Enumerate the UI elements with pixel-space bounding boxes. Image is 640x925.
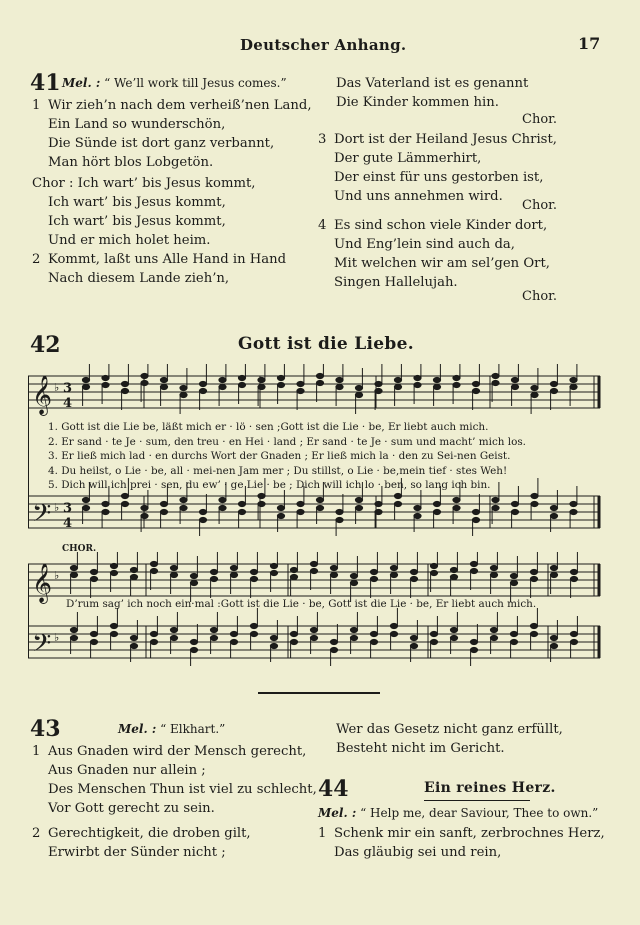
verse-line: Mit welchen wir am sel’gen Ort, xyxy=(334,256,550,271)
flat-icon: ♭ xyxy=(54,631,60,644)
note-head xyxy=(531,392,538,397)
note-head xyxy=(180,497,187,502)
note-head xyxy=(570,576,577,581)
note-head xyxy=(433,509,440,514)
note-head xyxy=(430,631,437,636)
melody-label: Mel. : xyxy=(118,722,157,736)
note-head xyxy=(453,505,460,510)
verse-line: 2 Kommt, laßt uns Alle Hand in Hand xyxy=(32,252,287,267)
note-head xyxy=(230,639,237,644)
note-head xyxy=(511,377,518,382)
note-head xyxy=(550,565,557,570)
note-head xyxy=(433,384,440,389)
note-head xyxy=(330,647,337,652)
verse-line: 1 Wir zieh’n nach dem verheiß’nen Land, xyxy=(32,98,312,113)
verse-line: Besteht nicht im Gericht. xyxy=(336,741,505,756)
note-head xyxy=(238,382,245,387)
note-head xyxy=(355,392,362,397)
note-head xyxy=(355,497,362,502)
note-head xyxy=(316,373,323,378)
hymn-41-verse-3 xyxy=(318,130,557,206)
verse-line: Der gute Lämmerhirt, xyxy=(334,151,482,166)
note-head xyxy=(390,565,397,570)
note-head xyxy=(490,572,497,577)
note-head xyxy=(210,635,217,640)
note-head xyxy=(470,568,477,573)
note-head xyxy=(82,505,89,510)
note-head xyxy=(141,513,148,518)
note-head xyxy=(570,384,577,389)
note-head xyxy=(453,497,460,502)
hymn-42-number: 42 xyxy=(30,332,61,358)
note-head xyxy=(570,377,577,382)
note-head xyxy=(511,384,518,389)
hymn-43-number: 43 xyxy=(30,716,61,742)
note-head xyxy=(160,384,167,389)
note-head xyxy=(121,388,128,393)
note-head xyxy=(433,501,440,506)
chorus-label: Chor : xyxy=(32,176,74,191)
note-head xyxy=(90,631,97,636)
verse-line: Ich wart’ bis Jesus kommt, xyxy=(48,214,226,229)
note-head xyxy=(150,631,157,636)
note-head xyxy=(472,517,479,522)
note-head xyxy=(180,385,187,390)
note-head xyxy=(190,580,197,585)
note-head xyxy=(82,384,89,389)
section-divider xyxy=(258,692,380,694)
note-head xyxy=(570,501,577,506)
time-signature-bottom: 4 xyxy=(63,516,73,531)
lyric-line: 2. Er sand · te Je · sum, den treu · en Hei · land ; Er sand · te Je · sum und macht’ mich los. xyxy=(48,435,526,448)
verse-line: Das Vaterland ist es genannt xyxy=(336,76,529,91)
time-signature-top: 3 xyxy=(63,381,73,396)
note-head xyxy=(550,635,557,640)
note-head xyxy=(410,576,417,581)
note-head xyxy=(310,568,317,573)
verse-line: Und er mich holet heim. xyxy=(48,233,211,248)
note-head xyxy=(160,501,167,506)
verse-line: 3 Dort ist der Heiland Jesus Christ, xyxy=(318,132,557,147)
treble-clef-icon: 𝄞 xyxy=(32,563,53,603)
note-head xyxy=(170,635,177,640)
hymn-41-verse-2 xyxy=(32,250,286,288)
note-head xyxy=(390,631,397,636)
note-head xyxy=(238,501,245,506)
note-head xyxy=(250,576,257,581)
note-head xyxy=(510,573,517,578)
note-head xyxy=(394,377,401,382)
note-head xyxy=(258,384,265,389)
time-signature-top: 3 xyxy=(63,501,73,516)
note-head xyxy=(410,635,417,640)
flat-icon: ♭ xyxy=(54,569,60,582)
chorus-cue: Chor. xyxy=(522,198,558,213)
note-head xyxy=(219,497,226,502)
verse-line: Die Sünde ist dort ganz verbannt, xyxy=(48,136,275,151)
note-head xyxy=(210,627,217,632)
chorus-cue: Chor. xyxy=(522,289,558,304)
note-head xyxy=(350,573,357,578)
verse-line: Wer das Gesetz nicht ganz erfüllt, xyxy=(336,722,563,737)
note-head xyxy=(453,375,460,380)
note-head xyxy=(410,569,417,574)
note-head xyxy=(511,501,518,506)
verse-line: Des Menschen Thun ist viel zu schlecht, xyxy=(48,782,317,797)
note-head xyxy=(316,497,323,502)
note-head xyxy=(472,381,479,386)
note-head xyxy=(150,639,157,644)
hymn-41-melody xyxy=(62,76,287,90)
hymn-44-verse-1 xyxy=(318,824,605,862)
note-head xyxy=(370,576,377,581)
note-head xyxy=(430,639,437,644)
note-head xyxy=(453,382,460,387)
hymn-44-number: 44 xyxy=(318,776,349,802)
note-head xyxy=(102,375,109,380)
note-head xyxy=(238,509,245,514)
note-head xyxy=(270,563,277,568)
bass-clef-icon: 𝄢 xyxy=(32,629,52,664)
note-head xyxy=(160,509,167,514)
verse-line: 1 Aus Gnaden wird der Mensch gerecht, xyxy=(32,744,307,759)
note-head xyxy=(270,570,277,575)
note-head xyxy=(350,635,357,640)
note-head xyxy=(90,576,97,581)
note-head xyxy=(258,377,265,382)
note-head xyxy=(490,565,497,570)
note-head xyxy=(530,631,537,636)
note-head xyxy=(150,568,157,573)
note-head xyxy=(336,377,343,382)
time-signature-bottom: 4 xyxy=(63,396,73,411)
hymn-41-verse-4 xyxy=(318,216,550,292)
note-head xyxy=(316,505,323,510)
verse-line: Man hört blos Lobgetön. xyxy=(48,155,214,170)
note-head xyxy=(492,505,499,510)
note-head xyxy=(492,497,499,502)
hymn-44-melody xyxy=(318,806,598,820)
note-head xyxy=(375,388,382,393)
note-head xyxy=(180,392,187,397)
note-head xyxy=(530,623,537,628)
note-head xyxy=(130,567,137,572)
note-head xyxy=(270,635,277,640)
note-head xyxy=(290,567,297,572)
note-head xyxy=(190,647,197,652)
note-head xyxy=(330,639,337,644)
note-head xyxy=(531,385,538,390)
note-head xyxy=(370,569,377,574)
note-head xyxy=(310,627,317,632)
flat-icon: ♭ xyxy=(54,501,60,514)
note-head xyxy=(390,623,397,628)
melody-label: Mel. : xyxy=(62,76,101,90)
lyric-line: 5. Dich will ich prei · sen, du ew’ · ge Lie · be ; Dich will ich lo · ben, so lang ich bin. xyxy=(48,479,491,492)
verse-line: Und uns annehmen wird. xyxy=(334,189,503,204)
note-head xyxy=(414,505,421,510)
note-head xyxy=(297,388,304,393)
note-head xyxy=(570,631,577,636)
note-head xyxy=(531,501,538,506)
note-head xyxy=(550,643,557,648)
verse-line: 4 Es sind schon viele Kinder dort, xyxy=(318,218,548,233)
hymn-41-verse-2-cont xyxy=(336,74,528,112)
note-head xyxy=(450,627,457,632)
note-head xyxy=(297,501,304,506)
note-head xyxy=(110,570,117,575)
hymn-43-verse-2-cont xyxy=(336,720,563,758)
note-head xyxy=(199,388,206,393)
verse-line: Chor : Ich wart’ bis Jesus kommt, xyxy=(32,176,256,191)
running-header: Deutscher Anhang. xyxy=(240,36,407,54)
note-head xyxy=(530,569,537,574)
note-head xyxy=(230,631,237,636)
note-head xyxy=(170,572,177,577)
note-head xyxy=(90,569,97,574)
note-head xyxy=(450,574,457,579)
note-head xyxy=(550,505,557,510)
note-head xyxy=(121,381,128,386)
note-head xyxy=(219,384,226,389)
note-head xyxy=(310,561,317,566)
note-head xyxy=(180,505,187,510)
note-head xyxy=(510,580,517,585)
verse-line: Ein Land so wunderschön, xyxy=(48,117,226,132)
note-head xyxy=(141,505,148,510)
melody-name: “ We’ll work till Jesus comes.” xyxy=(104,76,287,90)
note-head xyxy=(570,639,577,644)
note-head xyxy=(490,635,497,640)
note-head xyxy=(250,631,257,636)
note-head xyxy=(336,517,343,522)
hymn-42-title: Gott ist die Liebe. xyxy=(238,334,414,354)
note-head xyxy=(219,377,226,382)
note-head xyxy=(210,576,217,581)
verse-line: Die Kinder kommen hin. xyxy=(336,95,499,110)
note-head xyxy=(250,623,257,628)
note-head xyxy=(550,572,557,577)
hymn-43-verse-1 xyxy=(32,742,317,818)
note-head xyxy=(121,501,128,506)
verse-line: Ich wart’ bis Jesus kommt, xyxy=(48,195,226,210)
verse-line: Vor Gott gerecht zu sein. xyxy=(48,801,215,816)
note-head xyxy=(190,573,197,578)
note-head xyxy=(316,380,323,385)
note-head xyxy=(70,565,77,570)
note-head xyxy=(336,509,343,514)
note-head xyxy=(90,639,97,644)
note-head xyxy=(160,377,167,382)
note-head xyxy=(472,509,479,514)
hymn-44-title: Ein reines Herz. xyxy=(424,780,556,796)
verse-line: Das gläubig sei und rein, xyxy=(334,845,502,860)
note-head xyxy=(70,635,77,640)
bass-clef-icon: 𝄢 xyxy=(32,499,52,534)
note-head xyxy=(102,501,109,506)
note-head xyxy=(121,493,128,498)
note-head xyxy=(492,380,499,385)
hymn-41-chorus xyxy=(32,174,255,250)
note-head xyxy=(550,381,557,386)
note-head xyxy=(82,377,89,382)
note-head xyxy=(450,567,457,572)
verse-line: Erwirbt der Sünder nicht ; xyxy=(48,845,226,860)
note-head xyxy=(350,627,357,632)
note-head xyxy=(330,572,337,577)
hymn-43-melody xyxy=(118,722,225,736)
note-head xyxy=(492,373,499,378)
flat-icon: ♭ xyxy=(54,381,60,394)
note-head xyxy=(470,639,477,644)
note-head xyxy=(531,493,538,498)
note-head xyxy=(102,509,109,514)
note-head xyxy=(258,493,265,498)
note-head xyxy=(210,569,217,574)
verse-line: Singen Hallelujah. xyxy=(334,275,458,290)
note-head xyxy=(450,635,457,640)
chorus-lyric-line: D’rum sag’ ich noch ein·mal :Gott ist die Lie · be, Gott ist die Lie · be, Er liebt auch mich. xyxy=(66,598,537,610)
lyric-line: 1. Gott ist die Lie be, läßt mich er · lö · sen ;Gott ist die Lie · be, Er liebt auch mich. xyxy=(48,421,489,433)
note-head xyxy=(375,509,382,514)
note-head xyxy=(130,643,137,648)
lyric-line: 3. Er ließ mich lad · en durchs Wort der Gnaden ; Er ließ mich la · den zu Sei-nen Geist. xyxy=(48,450,511,463)
lyric-line: 4. Du heilst, o Lie · be, all · mei-nen Jam mer ; Du stillst, o Lie · be,mein tief · stes Weh! xyxy=(48,464,508,477)
note-head xyxy=(472,388,479,393)
note-head xyxy=(394,384,401,389)
note-head xyxy=(102,382,109,387)
note-head xyxy=(394,501,401,506)
note-head xyxy=(199,381,206,386)
melody-name: “ Help me, dear Saviour, Thee to own.” xyxy=(360,806,599,820)
hymn-41-number: 41 xyxy=(30,70,61,96)
verse-line: Und Eng’lein sind auch da, xyxy=(334,237,515,252)
note-head xyxy=(490,627,497,632)
note-head xyxy=(410,643,417,648)
note-head xyxy=(238,375,245,380)
note-head xyxy=(511,509,518,514)
note-head xyxy=(290,639,297,644)
note-head xyxy=(355,385,362,390)
chorus-cue: Chor. xyxy=(522,112,558,127)
verse-line: Nach diesem Lande zieh’n, xyxy=(48,271,230,286)
hymn-41-verse-1 xyxy=(32,96,312,172)
verse-line: 2 Gerechtigkeit, die droben gilt, xyxy=(32,826,251,841)
note-head xyxy=(355,505,362,510)
note-head xyxy=(130,574,137,579)
note-head xyxy=(199,517,206,522)
note-head xyxy=(550,513,557,518)
note-head xyxy=(470,561,477,566)
note-head xyxy=(190,639,197,644)
note-head xyxy=(330,565,337,570)
note-head xyxy=(370,639,377,644)
note-head xyxy=(70,572,77,577)
note-head xyxy=(414,375,421,380)
note-head xyxy=(550,388,557,393)
verse-line: Aus Gnaden nur allein ; xyxy=(48,763,206,778)
note-head xyxy=(250,569,257,574)
note-head xyxy=(230,572,237,577)
note-head xyxy=(290,574,297,579)
note-head xyxy=(82,497,89,502)
melody-label: Mel. : xyxy=(318,806,357,820)
note-head xyxy=(141,373,148,378)
verse-line: Der einst für uns gestorben ist, xyxy=(334,170,544,185)
note-head xyxy=(470,647,477,652)
note-head xyxy=(297,381,304,386)
note-head xyxy=(130,635,137,640)
note-head xyxy=(350,580,357,585)
note-head xyxy=(70,627,77,632)
note-head xyxy=(433,377,440,382)
note-head xyxy=(277,382,284,387)
note-head xyxy=(277,505,284,510)
note-head xyxy=(150,561,157,566)
note-head xyxy=(336,384,343,389)
chorus-label: CHOR. xyxy=(62,544,97,554)
music-system-2 xyxy=(28,552,604,682)
note-head xyxy=(277,375,284,380)
note-head xyxy=(277,513,284,518)
note-head xyxy=(430,570,437,575)
note-head xyxy=(170,565,177,570)
note-head xyxy=(170,627,177,632)
note-head xyxy=(375,501,382,506)
note-head xyxy=(230,565,237,570)
note-head xyxy=(297,509,304,514)
note-head xyxy=(110,623,117,628)
note-head xyxy=(570,509,577,514)
note-head xyxy=(414,513,421,518)
note-head xyxy=(414,382,421,387)
note-head xyxy=(430,563,437,568)
note-head xyxy=(570,569,577,574)
note-head xyxy=(199,509,206,514)
verse-line: 1 Schenk mir ein sanft, zerbrochnes Herz, xyxy=(318,826,605,841)
note-head xyxy=(370,631,377,636)
melody-name: “ Elkhart.” xyxy=(160,722,226,736)
note-head xyxy=(141,380,148,385)
page-number: 17 xyxy=(578,34,601,53)
note-head xyxy=(310,635,317,640)
note-head xyxy=(510,639,517,644)
note-head xyxy=(390,572,397,577)
note-head xyxy=(110,631,117,636)
note-head xyxy=(290,631,297,636)
note-head xyxy=(375,381,382,386)
note-head xyxy=(530,576,537,581)
note-head xyxy=(258,501,265,506)
treble-clef-icon: 𝄞 xyxy=(32,375,53,415)
note-head xyxy=(110,563,117,568)
note-head xyxy=(394,493,401,498)
note-head xyxy=(219,505,226,510)
note-head xyxy=(270,643,277,648)
title-underline xyxy=(424,800,530,801)
hymn-43-verse-2 xyxy=(32,824,251,862)
note-head xyxy=(510,631,517,636)
hymn-42-lyrics xyxy=(48,420,526,493)
